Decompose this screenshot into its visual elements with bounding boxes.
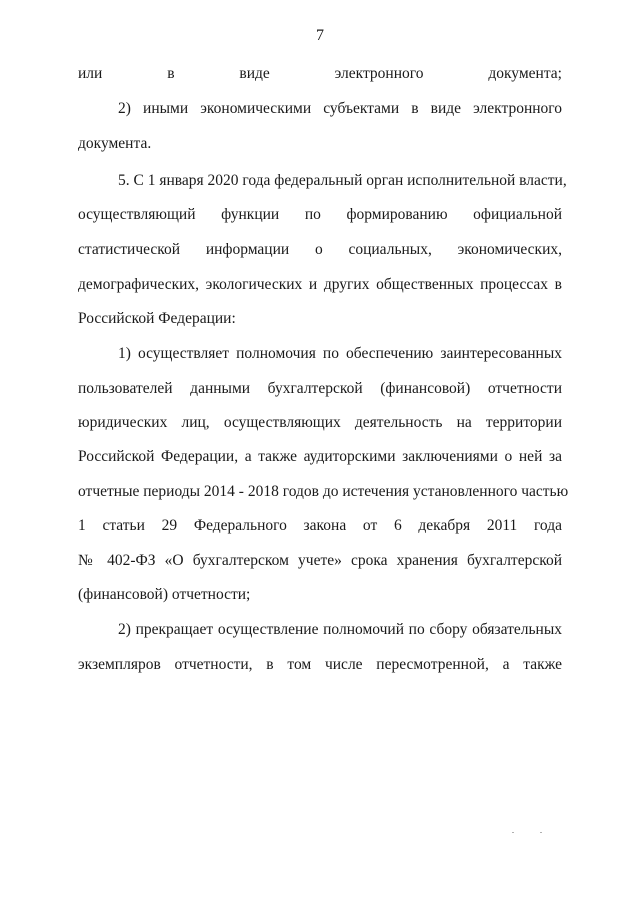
- text-line: № 402-ФЗ «О бухгалтерском учете» срока хранения бухгалтерской: [78, 552, 562, 569]
- text-line: 1 статьи 29 Федерального закона от 6 декабря 2011 года: [78, 517, 562, 534]
- text-line: осуществляющий функции по формированию официальной: [78, 206, 562, 223]
- scan-speck: [540, 832, 542, 833]
- text-line: демографических, экологических и других общественных процессах в: [78, 276, 562, 293]
- text-line: отчетные периоды 2014 - 2018 годов до истечения установленного частью: [78, 483, 569, 500]
- text-line: Российской Федерации, а также аудиторскими заключениями о ней за: [78, 448, 562, 465]
- text-line: Российской Федерации:: [78, 310, 236, 327]
- text-line: экземпляров отчетности, в том числе пересмотренной, а также: [78, 656, 562, 673]
- text-line: 5. С 1 января 2020 года федеральный орган исполнительной власти,: [118, 172, 567, 189]
- text-line: 2) прекращает осуществление полномочий по сбору обязательных: [118, 621, 562, 638]
- scan-speck: [512, 832, 514, 833]
- text-line: 1) осуществляет полномочия по обеспечению заинтересованных: [118, 345, 562, 362]
- text-line: или в виде электронного документа;: [78, 65, 562, 82]
- text-line: документа.: [78, 135, 152, 152]
- text-line: 2) иными экономическими субъектами в виде электронного: [118, 100, 562, 117]
- page-number: 7: [316, 27, 324, 44]
- text-line: юридических лиц, осуществляющих деятельность на территории: [78, 414, 562, 431]
- text-line: пользователей данными бухгалтерской (финансовой) отчетности: [78, 380, 562, 397]
- text-line: статистической информации о социальных, экономических,: [78, 241, 562, 258]
- text-line: (финансовой) отчетности;: [78, 586, 251, 603]
